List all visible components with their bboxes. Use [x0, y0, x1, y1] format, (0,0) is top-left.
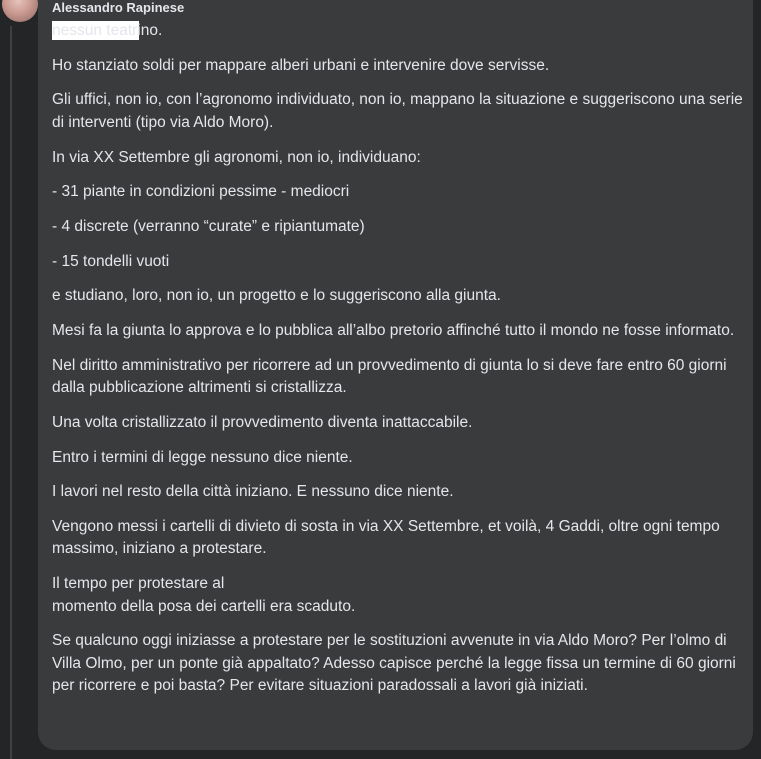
comment-paragraph: I lavori nel resto della città iniziano. E nessuno dice niente. [52, 483, 454, 501]
comment-paragraph: Mesi fa la giunta lo approva e lo pubblica all’albo pretorio affinché tutto il mondo ne fosse informato. [52, 322, 735, 339]
comment-list-item: - 31 piante in condizioni pessime - mediocri [52, 183, 350, 201]
thread-line [10, 26, 12, 759]
comment-paragraph: Nel diritto amministrativo per ricorrere ad un provvedimento di giunta lo si deve fare entro 60 giorni dalla pubblicazione altrimenti si cristallizza. [52, 356, 727, 397]
comment-body [52, 20, 748, 710]
comment-list-item: - 15 tondelli vuoti [52, 252, 170, 270]
comment-paragraph: Gli uffici, non io, con l’agronomo individuato, non io, mappano la situazione e suggeriscono una serie di interventi (tipo via Aldo Moro). [52, 91, 743, 131]
comment-paragraph: Vengono messi i cartelli di divieto di sosta in via XX Settembre, et voilà, 4 Gaddi, oltre ogni tempo massimo, iniziano a protestare. [52, 517, 720, 558]
comment-paragraph: Se qualcuno oggi iniziasse a protestare per le sostituzioni avvenute in via Aldo Moro? Per l’olmo di Villa Olmo, per un ponte già appaltato? Adesso capisce perché la legge fissa un termine di 60 giorni per ricorrere e poi basta? Per evitare situazioni paradossali a lavori già iniziati. [52, 632, 736, 695]
comment-paragraph: Il tempo per protestare al momento della posa dei cartelli era scaduto. [52, 575, 356, 615]
comment-paragraph: Ho stanziato soldi per mappare alberi urbani e intervenire dove servisse. [52, 56, 550, 74]
comment-paragraph: In via XX Settembre gli agronomi, non io, individuano: [52, 148, 421, 166]
comment-list-item: - 4 discrete (verranno “curate” e ripiantumate) [52, 217, 365, 235]
avatar[interactable] [2, 0, 38, 22]
comment-first-line: nessun teatrino. [52, 22, 163, 39]
comment-paragraph: e studiano, loro, non io, un progetto e lo suggeriscono alla giunta. [52, 287, 501, 305]
comment-paragraph: Entro i termini di legge nessuno dice niente. [52, 448, 353, 466]
comment-paragraph: Una volta cristallizzato il provvedimento diventa inattaccabile. [52, 413, 473, 431]
comment-author[interactable]: Alessandro Rapinese [52, 0, 185, 15]
